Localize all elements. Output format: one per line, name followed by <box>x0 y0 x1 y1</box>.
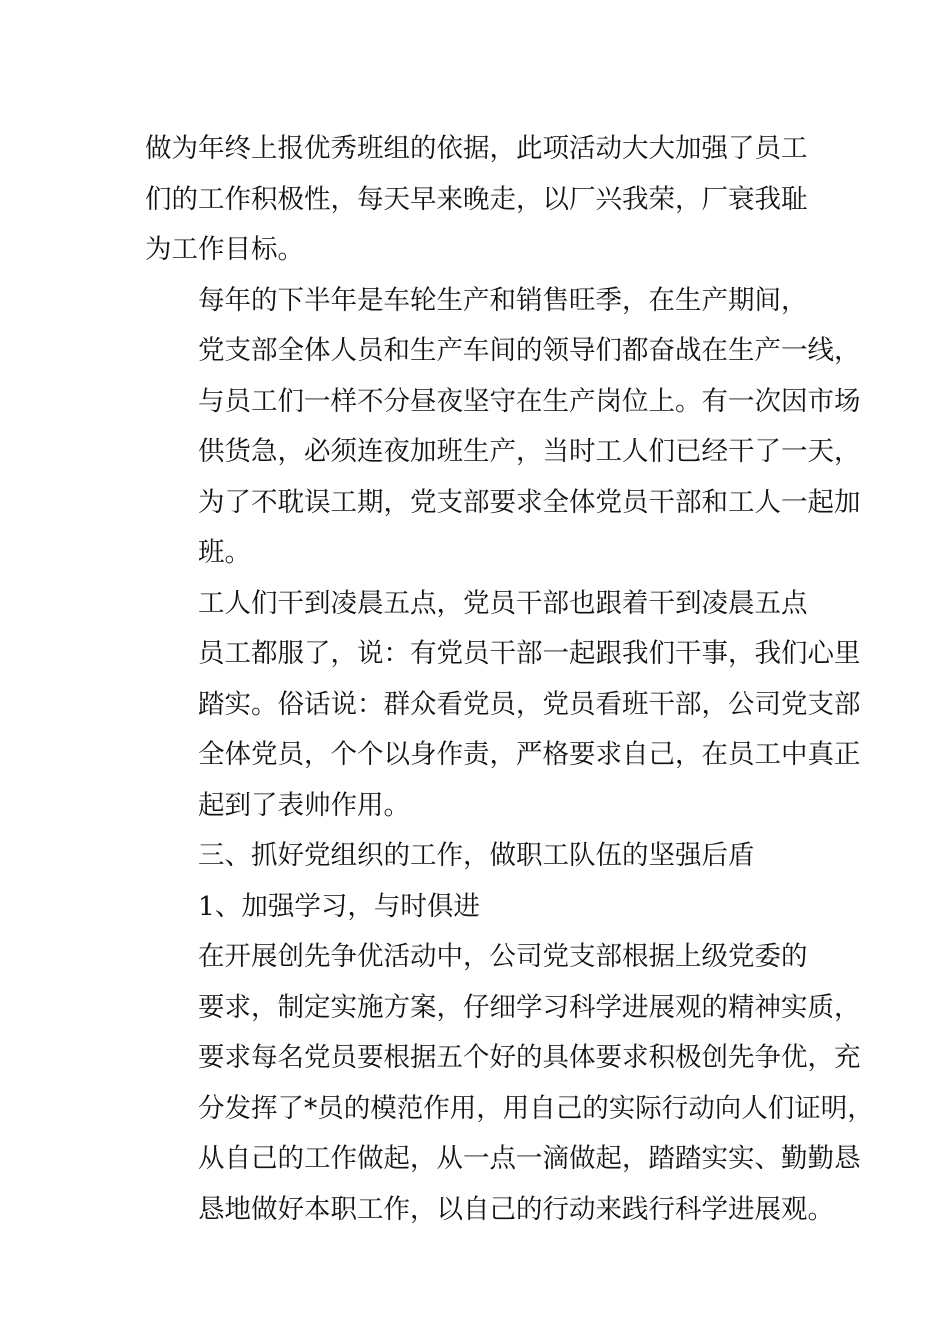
text-line: 1、加强学习，与时俱进 <box>198 890 480 922</box>
text-line: 党支部全体人员和生产车间的领导们都奋战在生产一线， <box>198 335 861 366</box>
text-line: 要求，制定实施方案，仔细学习科学进展观的精神实质， <box>198 991 861 1023</box>
text-line: 每年的下半年是车轮生产和销售旺季，在生产期间， <box>198 284 808 316</box>
paragraph <box>145 579 861 832</box>
text-line: 供货急，必须连夜加班生产，当时工人们已经干了一天， <box>198 436 861 467</box>
text-line: 工人们干到凌晨五点，党员干部也跟着干到凌晨五点 <box>198 587 808 619</box>
text-line: 员工都服了，说：有党员干部一起跟我们干事，我们心里 <box>198 638 861 669</box>
paragraph <box>145 276 861 579</box>
text-line: 分发挥了*员的模范作用，用自己的实际行动向人们证明， <box>198 1092 874 1124</box>
text-line: 班。 <box>198 537 251 568</box>
paragraph <box>145 882 805 933</box>
text-line: 全体党员，个个以身作责，严格要求自己，在员工中真正 <box>198 739 861 770</box>
text-line: 三、抓好党组织的工作，做职工队伍的坚强后盾 <box>198 840 755 871</box>
paragraph <box>145 831 805 882</box>
text-line: 做为年终上报优秀班组的依据，此项活动大大加强了员工 <box>145 133 808 164</box>
text-line: 为工作目标。 <box>145 234 304 265</box>
paragraph <box>145 124 808 276</box>
text-line: 在开展创先争优活动中，公司党支部根据上级党委的 <box>198 941 808 972</box>
text-line: 起到了表帅作用。 <box>198 789 410 821</box>
text-line: 为了不耽误工期，党支部要求全体党员干部和工人一起加 <box>198 486 861 518</box>
text-line: 踏实。俗话说：群众看党员，党员看班干部，公司党支部 <box>198 688 861 720</box>
paragraph <box>145 932 874 1235</box>
text-line: 恳地做好本职工作，以自己的行动来践行科学进展观。 <box>198 1193 834 1225</box>
body-text <box>145 124 874 1235</box>
text-line: 要求每名党员要根据五个好的具体要求积极创先争优，充 <box>198 1042 861 1073</box>
text-line: 们的工作积极性，每天早来晚走，以厂兴我荣，厂衰我耻 <box>145 183 808 215</box>
text-line: 从自己的工作做起，从一点一滴做起，踏踏实实、勤勤恳 <box>198 1143 861 1174</box>
text-line: 与员工们一样不分昼夜坚守在生产岗位上。有一次因市场 <box>198 385 861 417</box>
